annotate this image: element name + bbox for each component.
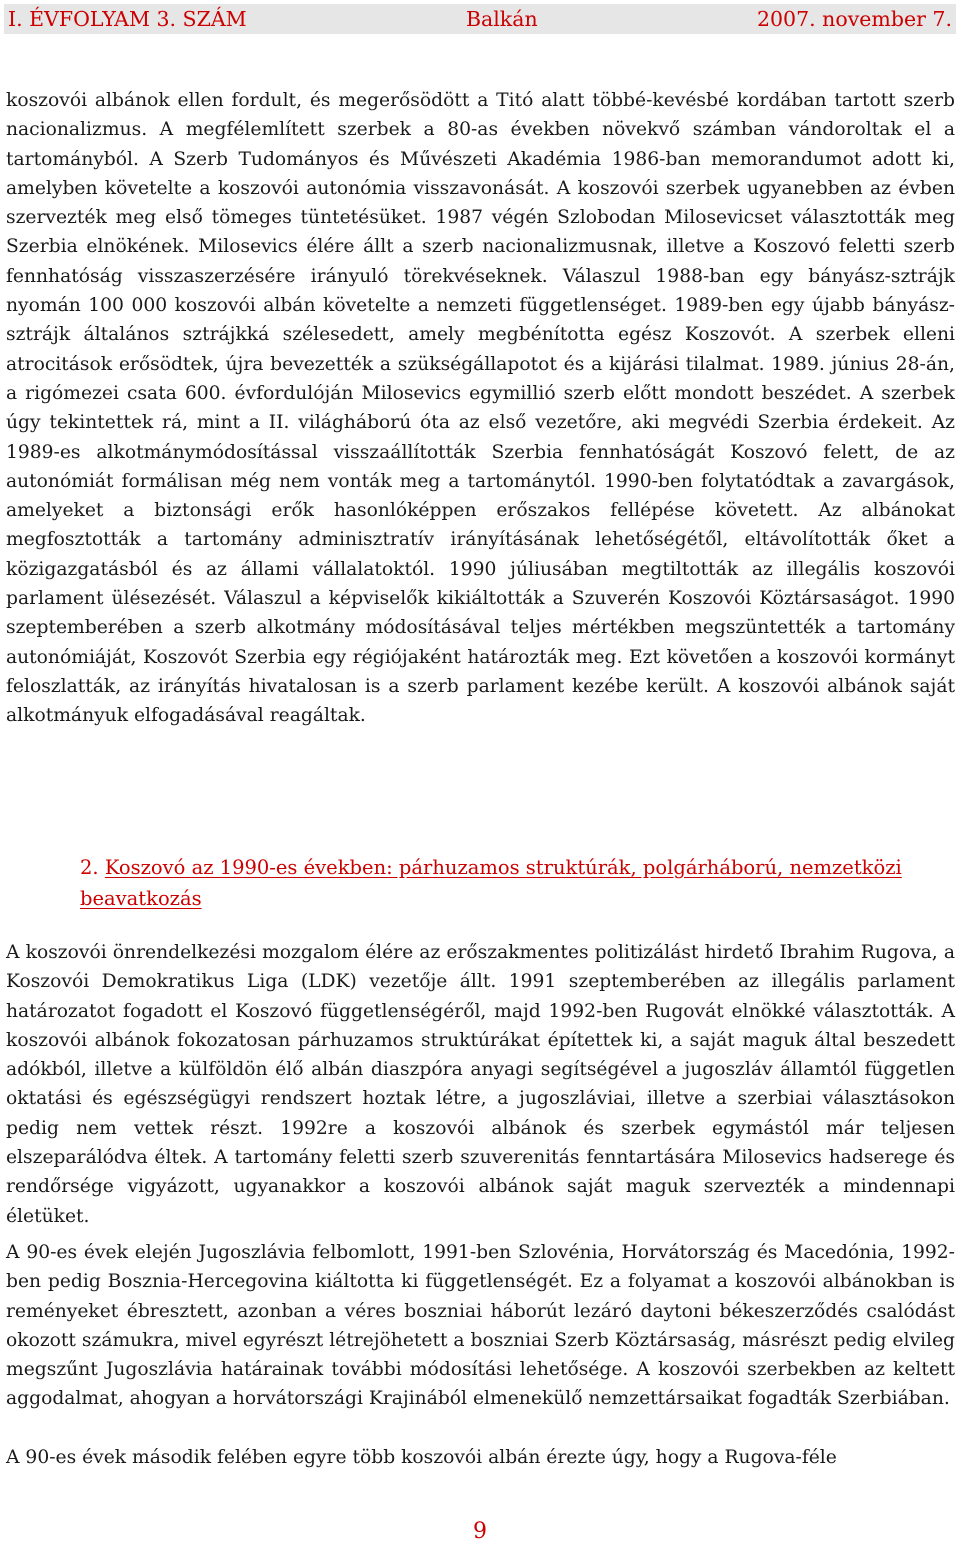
body-paragraph: A koszovói önrendelkezési mozgalom élére az erőszakmentes politizálást hirdető Ibrahim Rugova, a Koszovói Demokratikus Liga (LDK) vezetője állt. 1991 szeptemberében az illegális parlament határozatot fogadott el Koszovó függetlenségéről, majd 1992-ben Rugovát elnökké választották. A koszovói albánok fokozatosan párhuzamos struktúrákat építettek ki, a saját maguk által beszedett adókból, illetve a külföldön élő albán diaszpóra anyagi segítségével a jugoszláv államtól független oktatási és egészségügyi rendszert hoztak létre, a jugoszláviai, illetve a szerbiai választásokon pedig nem vettek részt. 1992re a koszovói albánok és szerbek egymástól már teljesen elszeparálódva éltek. A tartomány feletti szerb szuverenitás fenntartására Milosevics hadserege és rendőrsége vigyázott, ugyanakkor a koszovói albánok saját maguk szervezték a mindennapi életüket. [6, 942, 955, 1227]
header-date: 2007. november 7. [756, 7, 952, 31]
section-title: Koszovó az 1990-es években: párhuzamos struktúrák, polgárháború, nemzetközi beavatkozás [80, 856, 902, 910]
body-paragraph: koszovói albánok ellen fordult, és megerősödött a Titó alatt többé-kevésbé kordában tartott szerb nacionalizmus. A megfélemlített szerbek a 80-as években növekvő számban vándoroltak el a tartományból. A Szerb Tudományos és Művészeti Akadémia 1986-ban memorandumot adott ki, amelyben követelte a koszovói autonómia visszavonását. A koszovói szerbek ugyanebben az évben szervezték meg első tömeges tüntetésüket. 1987 végén Szlobodan Milosevicset választották meg Szerbia elnökének. Milosevics élére állt a szerb nacionalizmusnak, illetve a Koszovó feletti szerb fennhatóság visszaszerzésére irányuló törekvéseknek. Válaszul 1988-ban egy bányász-sztrájk nyomán 100 000 koszovói albán követelte a nemzeti függetlenséget. 1989-ben egy újabb bányászsztrájk általános sztrájkká szélesedett, amely megbénította egész Koszovót. A szerbek elleni atrocitások erősödtek, újra bevezették a szükségállapotot és a kijárási tilalmat. 1989. június 28-án, a rigómezei csata 600. évfordulóján Milosevics egymillió szerb előtt mondott beszédet. A szerbek úgy tekintettek rá, mint a II. világháború óta az első vezetőre, aki megvédi Szerbia érdekeit. Az 1989-es alkotmánymódosítással visszaállították Szerbia fennhatóságát Koszovó felett, de az autonómiát formálisan még nem vonták meg a tartománytól. 1990-ben folytatódtak a zavargások, amelyeket a biztonsági erők hasonlóképpen erőszakos fellépése követett. Az albánokat megfosztották a tartomány adminisztratív irányításának lehetőségétől, eltávolították őket a közigazgatásból és az állami vállalatoktól. 1990 júliusában megtiltották az illegális koszovói parlament ülésezését. Válaszul a képviselők kikiáltották a Szuverén Koszovói Köztársaságot. 1990 szeptemberében a szerb alkotmány módosításával teljes mértékben megszüntették a tartomány autonómiáját, Koszovót Szerbia egy régiójaként határozták meg. Ezt követően a koszovói kormányt feloszlatták, az irányítás hivatalosan is a szerb parlament kezébe került. A koszovói albánok saját alkotmányuk elfogadásával reagáltak. [6, 90, 955, 727]
body-paragraph: A 90-es évek elején Jugoszlávia felbomlott, 1991-ben Szlovénia, Horvátország és Macedónia, 1992-ben pedig Bosznia-Hercegovina kiáltotta ki függetlenségét. Ez a folyamat a koszovói albánokban is reményeket ébresztett, azonban a véres boszniai háborút lezáró daytoni békeszerződés csalódást okozott számukra, mivel egyrészt létrejöhetett a boszniai Szerb Köztársaság, másrészt pedig elvileg megszűnt Jugoszlávia határainak további módosítási lehetősége. A koszovói szerbekben az keltett aggodalmat, ahogyan a horvátországi Krajinából elmenekülő nemzettársaikat fogadták Szerbiában. [6, 1242, 955, 1410]
page-header [4, 4, 956, 34]
section-heading [80, 852, 950, 914]
page-number: 9 [473, 1519, 487, 1544]
body-paragraph: A 90-es évek második felében egyre több koszovói albán érezte úgy, hogy a Rugova-féle [6, 1447, 837, 1468]
section-number: 2. [80, 856, 99, 879]
header-volume: I. ÉVFOLYAM 3. SZÁM [8, 7, 247, 31]
header-section: Balkán [465, 7, 538, 31]
